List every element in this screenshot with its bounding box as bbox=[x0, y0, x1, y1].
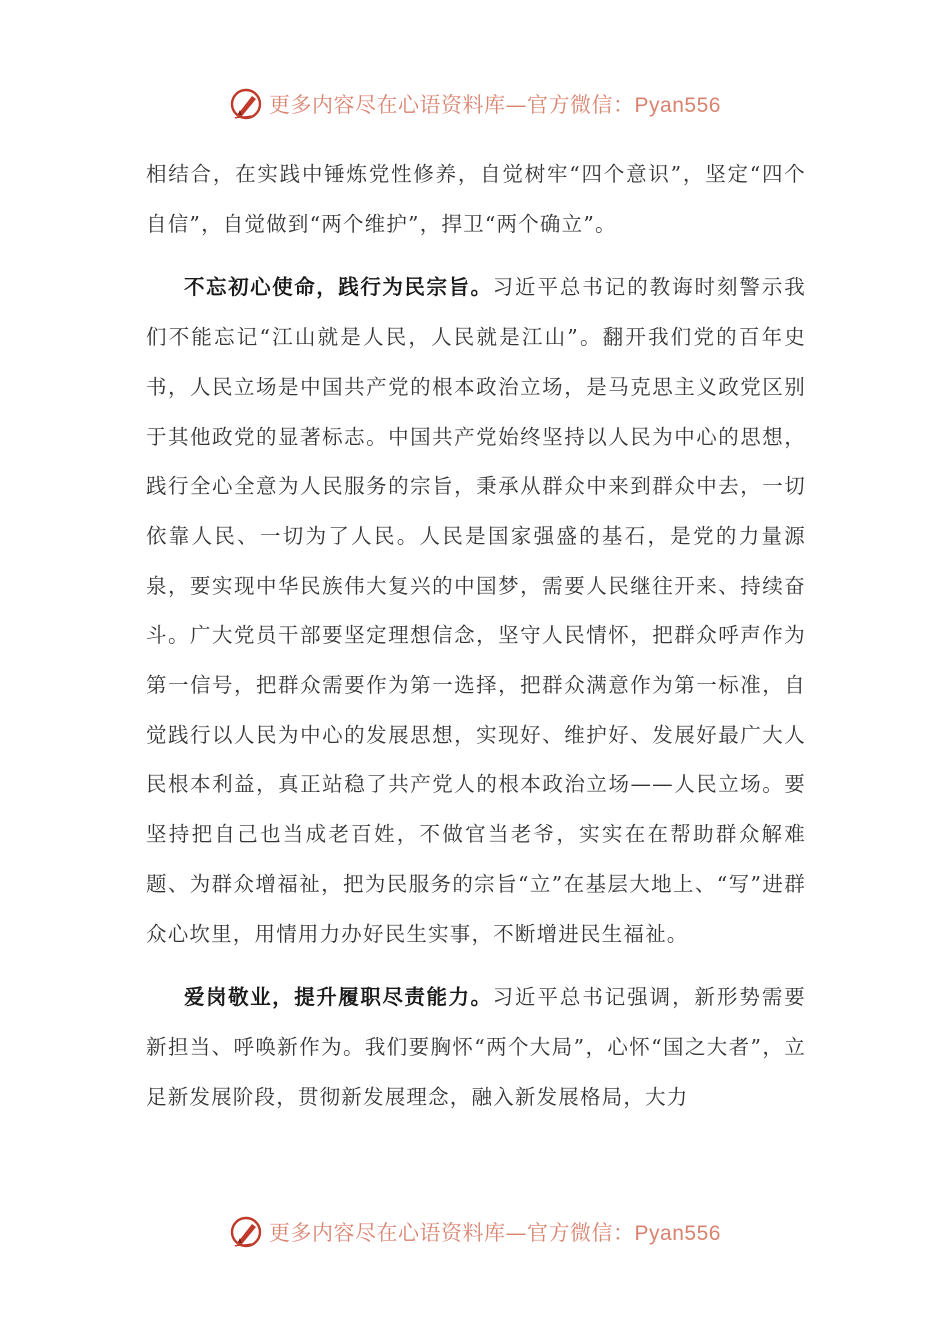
paragraph-dedication bbox=[146, 973, 806, 1122]
watermark-text: 更多内容尽在心语资料库—官方微信：Pyan556 bbox=[269, 93, 721, 117]
watermark-text: 更多内容尽在心语资料库—官方微信：Pyan556 bbox=[269, 1221, 721, 1245]
paragraph-heading: 爱岗敬业，提升履职尽责能力。 bbox=[184, 985, 493, 1010]
paragraph-body: 习近平总书记强调，新形势需要新担当、呼唤新作为。我们要胸怀“两个大局”，心怀“国之大者”，立足新发展阶段，贯彻新发展理念，融入新发展格局，大力 bbox=[146, 985, 806, 1109]
paragraph-mission bbox=[146, 263, 806, 959]
document-body bbox=[146, 150, 806, 1122]
paragraph-body: 习近平总书记的教诲时刻警示我们不能忘记“江山就是人民，人民就是江山”。翻开我们党的百年史书，人民立场是中国共产党的根本政治立场，是马克思主义政党区别于其他政党的显著标志。中国共产党始终坚持以人民为中心的思想，践行全心全意为人民服务的宗旨，秉承从群众中来到群众中去，一切依靠人民、一切为了人民。人民是国家强盛的基石，是党的力量源泉，要实现中华民族伟大复兴的中国梦，需要人民继往开来、持续奋斗。广大党员干部要坚定理想信念，坚守人民情怀，把群众呼声作为第一信号，把群众需要作为第一选择，把群众满意作为第一标准，自觉践行以人民为中心的发展思想，实现好、维护好、发展好最广大人民根本利益，真正站稳了共产党人的根本政治立场——人民立场。要坚持把自己也当成老百姓，不做官当老爷，实实在在帮助群众解难题、为群众增福祉，把为民服务的宗旨“立”在基层大地上、“写”进群众心坎里，用情用力办好民生实事，不断增进民生福祉。 bbox=[146, 275, 806, 946]
pen-logo-icon bbox=[229, 87, 263, 121]
footer-watermark bbox=[0, 1214, 950, 1250]
header-watermark bbox=[0, 86, 950, 122]
paragraph-heading: 不忘初心使命，践行为民宗旨。 bbox=[184, 275, 493, 300]
paragraph-body: 相结合，在实践中锤炼党性修养，自觉树牢“四个意识”，坚定“四个自信”，自觉做到“两个维护”，捍卫“两个确立”。 bbox=[146, 162, 806, 236]
paragraph-continued bbox=[146, 150, 806, 249]
pen-logo-icon bbox=[229, 1215, 263, 1249]
